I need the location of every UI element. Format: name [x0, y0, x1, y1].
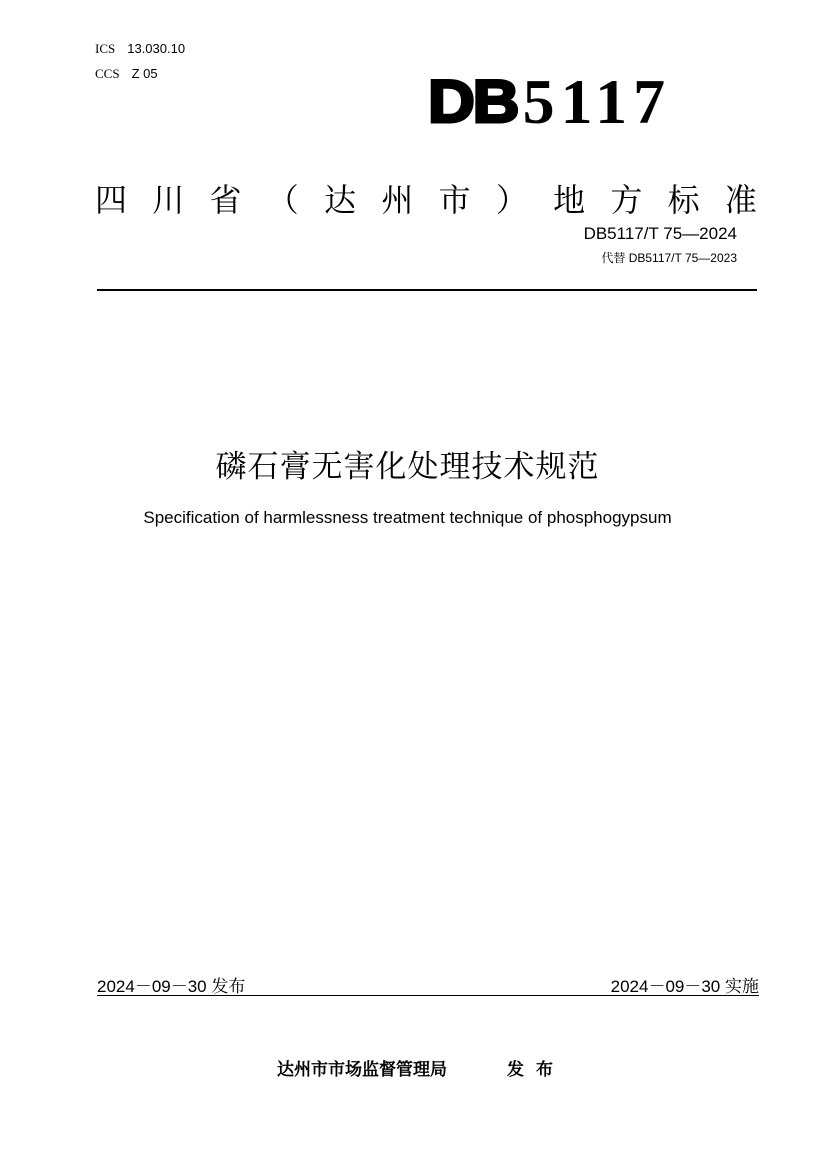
- logo-number: 5117: [522, 66, 672, 137]
- replaces-standard: 代替 DB5117/T 75—2023: [601, 251, 737, 265]
- implementation-date: 2024－09－30 实施: [610, 977, 759, 996]
- standard-type-char: 准: [724, 181, 757, 219]
- footer-divider: [97, 995, 759, 996]
- ics-code: [95, 40, 185, 58]
- ics-value: 13.030.10: [127, 41, 186, 56]
- publish-label: 发布: [507, 1060, 565, 1080]
- ccs-value: Z 05: [131, 66, 158, 81]
- standard-type-char: 地: [553, 181, 586, 219]
- standard-type-char: 标: [667, 181, 700, 219]
- ics-label: ICS: [95, 41, 116, 56]
- ccs-code: [95, 65, 158, 83]
- db-logo: [428, 66, 694, 137]
- standard-type-char: 达: [324, 181, 357, 219]
- issue-date: 2024－09－30 发布: [97, 977, 246, 996]
- standard-type-title: [95, 180, 757, 220]
- standard-type-char: ）: [495, 181, 528, 219]
- logo-db-text: DB: [428, 68, 518, 135]
- document-title-en: Specification of harmlessness treatment technique of phosphogypsum: [143, 508, 672, 527]
- standard-type-char: 方: [610, 181, 643, 219]
- standard-number: DB5117/T 75—2024: [583, 224, 737, 243]
- standard-type-char: 省: [209, 181, 242, 219]
- ccs-label: CCS: [95, 66, 120, 81]
- header-divider: [97, 289, 757, 291]
- standard-type-char: 川: [152, 181, 185, 219]
- standard-type-char: 市: [438, 181, 471, 219]
- document-title-zh: 磷石膏无害化处理技术规范: [215, 449, 600, 485]
- publisher-name: 达州市市场监督管理局: [277, 1060, 447, 1080]
- standard-type-char: 州: [381, 181, 414, 219]
- standard-type-char: （: [266, 181, 299, 219]
- standard-type-char: 四: [95, 181, 128, 219]
